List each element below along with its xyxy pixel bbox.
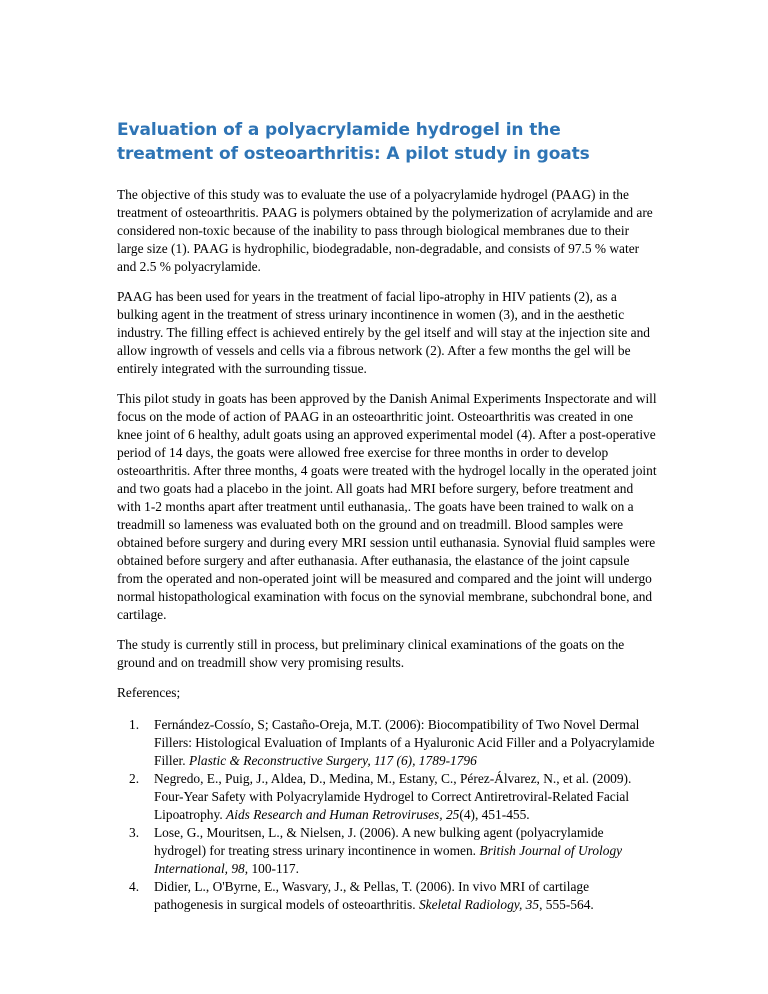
reference-journal: British Journal of Urology International, 98 xyxy=(154,843,623,876)
paragraph-background: PAAG has been used for years in the treatment of facial lipo-atrophy in HIV patients (2), as a bulking agent in the treatment of stress urinary incontinence in women (3), and in the aesthetic industry. The filling effect is achieved entirely by the gel itself and will stay at the injection site and allow ingrowth of vessels and cells via a fibrous network (2). After a few months the gel will be entirely integrated with the surrounding tissue. xyxy=(117,289,650,376)
paragraph-objective: The objective of this study was to evaluate the use of a polyacrylamide hydrogel (PAAG) in the treatment of osteoarthritis. PAAG is polymers obtained by the polymerization of acrylamide and are considered non-toxic because of the inability to pass through biological membranes due to their large size (1). PAAG is hydrophilic, biodegradable, non-degradable, and consists of 97.5 % water and 2.5 % polyacrylamide. xyxy=(117,187,653,274)
paragraph-methods: This pilot study in goats has been approved by the Danish Animal Experiments Inspectorate and will focus on the mode of action of PAAG in an osteoarthritic joint. Osteoarthritis was created in one knee joint of 6 healthy, adult goats using an approved experimental model (4). After a post-operative period of 14 days, the goats were allowed free exercise for three months in order to develop osteoarthritis. After three months, 4 goats were treated with the hydrogel locally in the operated joint and two goats had a placebo in the joint. All goats had MRI before surgery, before treatment and with 1-2 months apart after treatment until euthanasia,. The goats have been trained to walk on a treadmill so lameness was evaluated both on the ground and on treadmill. Blood samples were obtained before surgery and during every MRI session until euthanasia. Synovial fluid samples were obtained before surgery and after euthanasia. After euthanasia, the elastance of the joint capsule from the operated and non-operated joint will be measured and compared and the joint will undergo normal histopathological examination with focus on the synovial membrane, subchondral bone, and cartilage. xyxy=(117,391,657,622)
reference-tail: , 555-564. xyxy=(539,897,594,912)
reference-number: 2. xyxy=(129,771,140,786)
document-page xyxy=(117,118,657,914)
reference-text: Fernández-Cossío, S; Castaño-Oreja, M.T. (2006): Biocompatibility of Two Novel Dermal Fillers: Histological Evaluation of Implants of a Hyaluronic Acid Filler and a Polyacrylamide Filler. xyxy=(154,717,655,768)
paragraph-results: The study is currently still in process, but preliminary clinical examinations of the goats on the ground and on treadmill show very promising results. xyxy=(117,637,625,670)
reference-item xyxy=(117,824,657,878)
reference-text: Negredo, E., Puig, J., Aldea, D., Medina, M., Estany, C., Pérez-Álvarez, N., et al. (2009). Four-Year Safety with Polyacrylamide Hydrogel to Correct Antiretroviral-Related Facial Lipoatrophy. xyxy=(154,771,632,822)
reference-number: 4. xyxy=(129,879,140,894)
reference-journal: Skeletal Radiology, 35 xyxy=(418,897,540,912)
reference-number: 3. xyxy=(129,825,140,840)
reference-item xyxy=(117,716,657,770)
document-title: Evaluation of a polyacrylamide hydrogel in the treatment of osteoarthritis: A pilot study in goats xyxy=(117,120,590,164)
reference-journal: Aids Research and Human Retroviruses, 25 xyxy=(226,807,460,822)
reference-item xyxy=(117,770,657,824)
reference-journal: Plastic & Reconstructive Surgery, 117 (6), 1789-1796 xyxy=(188,753,477,768)
references-heading: References; xyxy=(117,685,181,700)
reference-tail: (4), 451-455. xyxy=(459,807,530,822)
reference-text: Lose, G., Mouritsen, L., & Nielsen, J. (2006). A new bulking agent (polyacrylamide hydrogel) for treating stress urinary incontinence in women. xyxy=(154,825,604,858)
reference-text: Didier, L., O'Byrne, E., Wasvary, J., & Pellas, T. (2006). In vivo MRI of cartilage pathogenesis in surgical models of osteoarthritis. xyxy=(154,879,590,912)
references-list xyxy=(117,716,657,914)
reference-item xyxy=(117,878,657,914)
reference-number: 1. xyxy=(129,717,140,732)
reference-tail: , 100-117. xyxy=(244,861,299,876)
